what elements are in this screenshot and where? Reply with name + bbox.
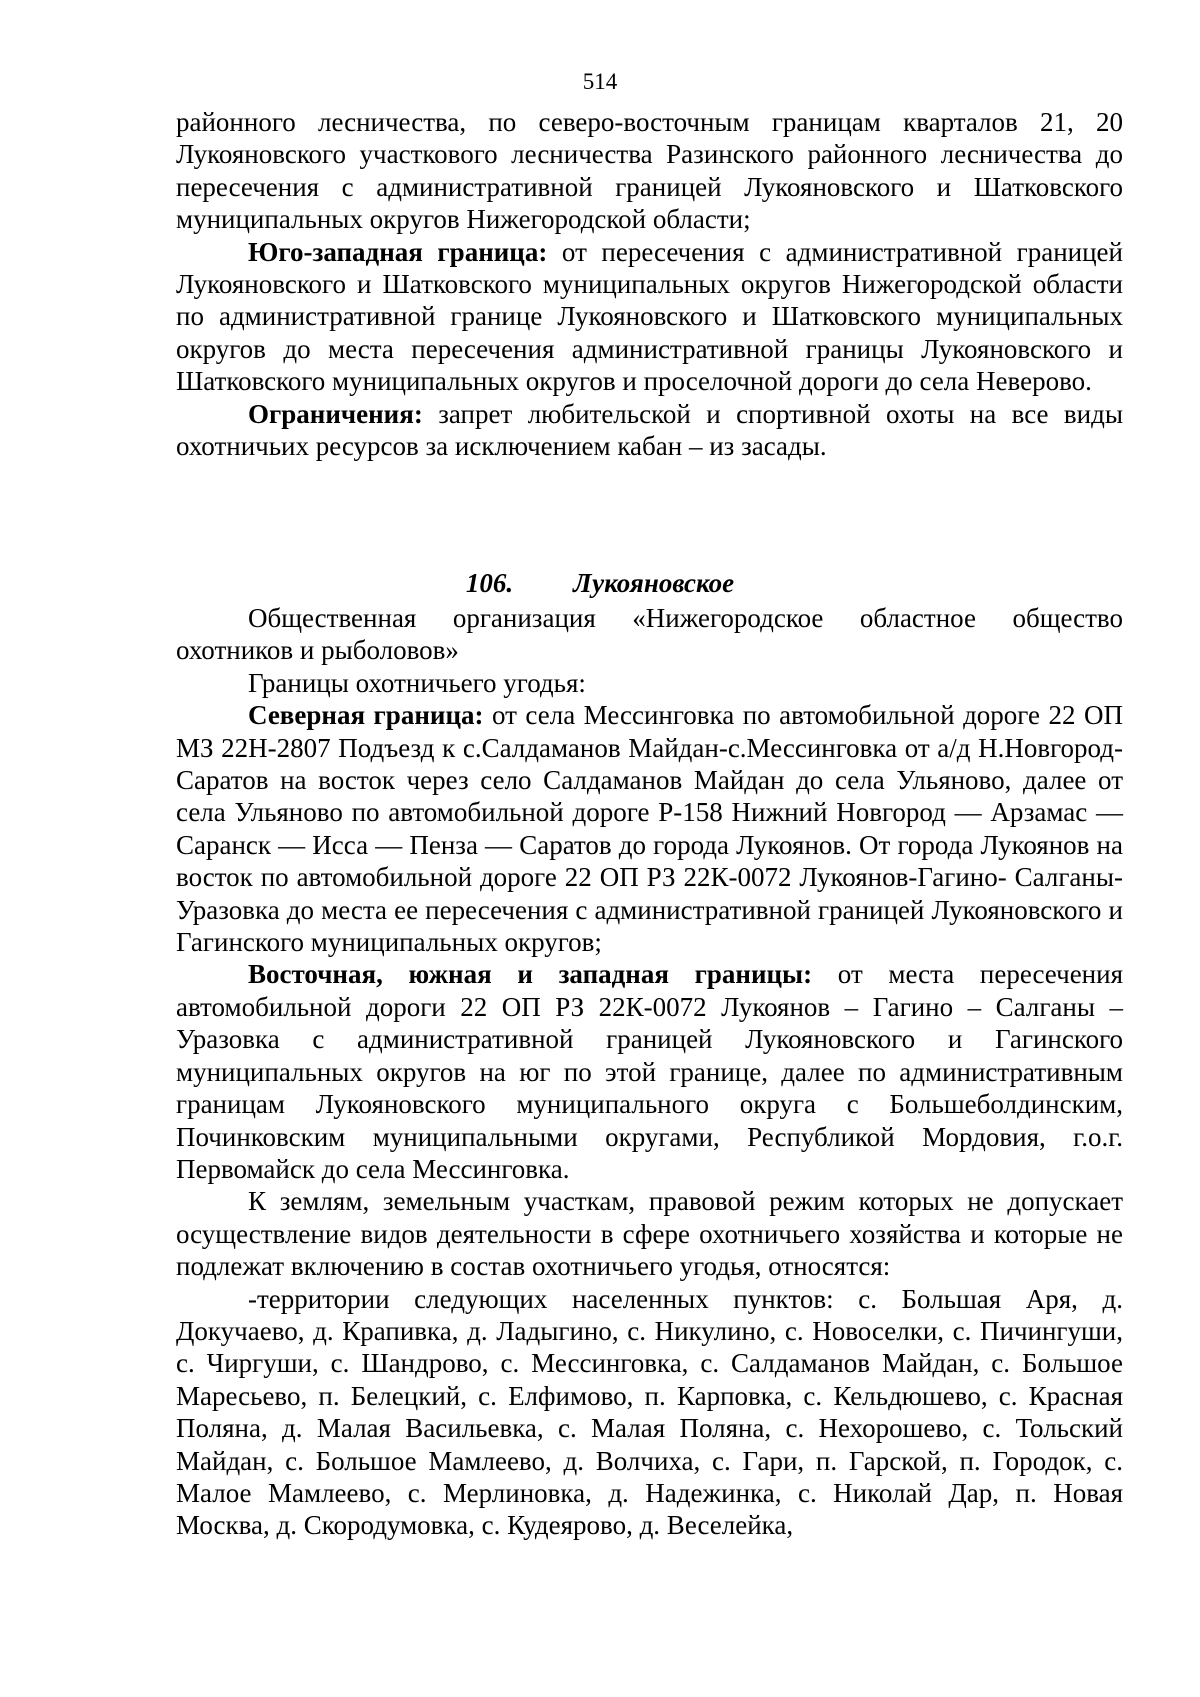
east-south-west-border-text: от места пересечения автомобильной дороги 22 ОП РЗ 22К-0072 Лукоянов – Гагино – Салганы – Уразовка с административной границей Лукояновского и Гагинского муниципальных округов на юг по этой границе, далее по административным границам Лукояновского муниципального округа с Большеболдинским, Починковским муниципальными округами, Республикой Мордовия, г.о.г. Первомайск до села Мессинговка. (176, 959, 1123, 1184)
section-number: 106. (465, 568, 514, 598)
restrictions-text: запрет любительской и спортивной охоты на все виды охотничьих ресурсов за исключением кабан – из засады. (176, 398, 1123, 462)
section-lukoyanovskoe (176, 602, 1123, 1542)
section-title: Лукояновское (573, 568, 735, 598)
restrictions-paragraph (176, 398, 1123, 463)
east-south-west-border-label: Восточная, южная и западная границы: (248, 959, 813, 990)
settlements-paragraph: -территории следующих населенных пунктов: с. Большая Аря, д. Докучаево, д. Крапивка, д. Ладыгино, с. Никулино, с. Новоселки, с. Пичингуши, с. Чиргуши, с. Шандрово, с. Мессинговка, с. Салдаманов Майдан, с. Большое Маресьево, п. Белецкий, с. Елфимово, п. Карповка, с. Кельдюшево, с. Красная Поляна, д. Малая Васильевка, с. Малая Поляна, с. Нехорошево, с. Тольский Майдан, с. Большое Мамлеево, д. Волчиха, с. Гари, п. Гарской, п. Городок, с. Малое Мамлеево, с. Мерлиновка, д. Надежинка, с. Николай Дар, п. Новая Москва, д. Скородумовка, с. Кудеярово, д. Веселейка, (176, 1283, 1123, 1541)
organization-paragraph: Общественная организация «Нижегородское областное общество охотников и рыболовов» (176, 603, 1123, 666)
page-number: 514 (582, 69, 618, 94)
restrictions-label: Ограничения: (248, 398, 423, 429)
north-border-paragraph (176, 699, 1123, 958)
borders-intro: Границы охотничьего угодья: (248, 667, 586, 698)
southwest-border-label: Юго-западная граница: (248, 236, 548, 267)
continuation-paragraph: районного лесничества, по северо-восточным границам кварталов 21, 20 Лукояновского участкового лесничества Разинского районного лесничества до пересечения с административной границей Лукояновского и Шатковского муниципальных округов Нижегородской области; (176, 107, 1123, 235)
north-border-text: от села Мессинговка по автомобильной дороге 22 ОП МЗ 22Н-2807 Подъезд к с.Салдаманов Майдан-с.Мессинговка от а/д Н.Новгород-Саратов на восток через село Салдаманов Майдан до села Ульяново, далее от села Ульяново по автомобильной дороге Р-158 Нижний Новгород — Арзамас — Саранск — Исса — Пенза — Саратов до города Лукоянов. От города Лукоянов на восток по автомобильной дороге 22 ОП РЗ 22К-0072 Лукоянов-Гагино- Салганы- Уразовка до места ее пересечения с административной границей Лукояновского и Гагинского муниципальных округов; (176, 700, 1123, 958)
excluded-lands-paragraph: К землям, земельным участкам, правовой режим которых не допускает осуществление видов деятельности в сфере охотничьего хозяйства и которые не подлежат включению в состав охотничьего угодья, относятся: (176, 1186, 1123, 1282)
east-south-west-border-paragraph (176, 958, 1123, 1185)
southwest-border-paragraph (176, 236, 1123, 398)
section-previous-hunting-ground (176, 106, 1123, 462)
north-border-label: Северная граница: (248, 700, 484, 731)
section-heading (0, 566, 1200, 600)
southwest-border-text: от пересечения с административной границей Лукояновского и Шатковского муниципальных округов Нижегородской области по административной границе Лукояновского и Шатковского муниципальных округов до места пересечения административной границы Лукояновского и Шатковского муниципальных округов и проселочной дороги до села Неверово. (176, 236, 1123, 397)
